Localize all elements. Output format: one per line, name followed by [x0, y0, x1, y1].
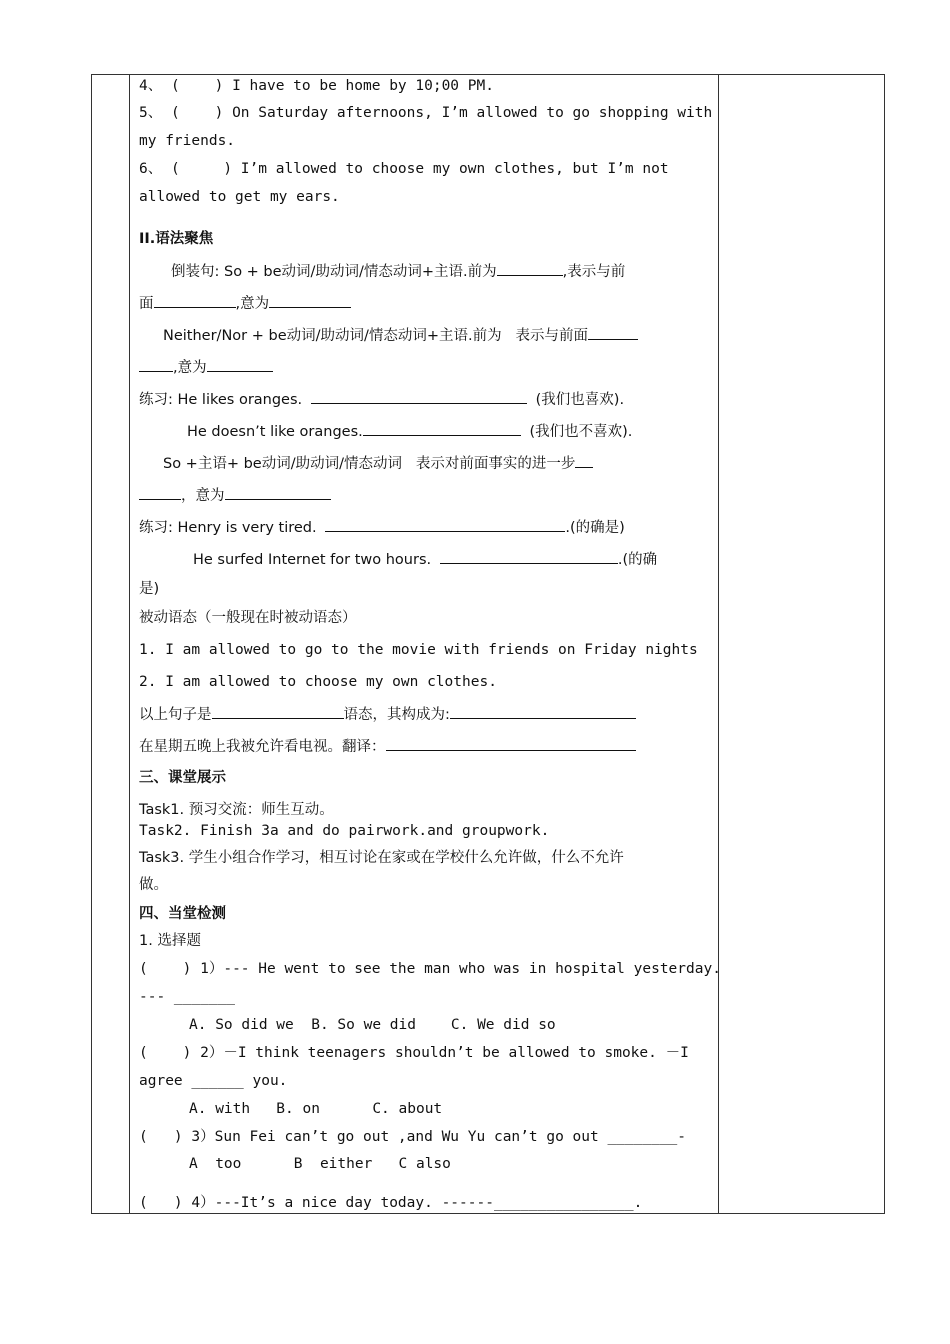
- multiple-choice-heading: 1. 选择题: [139, 933, 201, 949]
- question-3: ( ) 3）Sun Fei can’t go out ,and Wu Yu can’t go out ________-: [139, 1129, 687, 1145]
- grammar-so-subject-rule-cont: ，意为: [139, 485, 331, 506]
- item-6: 6、 ( ) I’m allowed to choose my own clothes, but I’m not: [139, 161, 669, 177]
- column-divider-left: [129, 75, 130, 1213]
- question-1: ( ) 1）--- He went to see the man who was in hospital yesterday.: [139, 961, 721, 977]
- section-classroom-heading: 三、课堂展示: [139, 770, 226, 786]
- question-2-options: A. with B. on C. about: [189, 1101, 443, 1117]
- question-4: ( ) 4）---It’s a nice day today. ------________________.: [139, 1195, 643, 1211]
- practice-3: 练习: Henry is very tired. .(的确是): [139, 517, 625, 538]
- question-2-cont: agree ______ you.: [139, 1073, 288, 1089]
- column-divider-right: [718, 75, 719, 1213]
- grammar-so-rule-cont: 面 ,意为: [139, 293, 351, 314]
- passive-voice-heading: 被动语态（一般现在时被动语态）: [139, 610, 357, 626]
- item-4: 4、 ( ) I have to be home by 10;00 PM.: [139, 78, 494, 94]
- question-1-options: A. So did we B. So we did C. We did so: [189, 1017, 556, 1033]
- passive-example-1: 1. I am allowed to go to the movie with friends on Friday nights: [139, 642, 698, 658]
- grammar-so-rule: 倒装句: So + be动词/助动词/情态动词+主语.前为 ,表示与前: [171, 261, 625, 282]
- worksheet-table: [91, 74, 885, 1214]
- practice-1: 练习: He likes oranges. (我们也喜欢).: [139, 389, 624, 410]
- section-test-heading: 四、当堂检测: [139, 906, 226, 922]
- question-3-options: A too B either C also: [189, 1156, 451, 1172]
- item-5-cont: my friends.: [139, 133, 236, 149]
- passive-question: 以上句子是 语态，其构成为:: [139, 704, 636, 725]
- practice-2: He doesn’t like oranges. (我们也不喜欢).: [187, 421, 632, 442]
- grammar-neither-rule: Neither/Nor + be动词/助动词/情态动词+主语.前为 表示与前面: [163, 325, 638, 346]
- practice-4-cont: 是): [139, 581, 160, 597]
- item-6-cont: allowed to get my ears.: [139, 189, 340, 205]
- section-grammar-heading: II.语法聚焦: [139, 231, 214, 247]
- task-3: Task3. 学生小组合作学习，相互讨论在家或在学校什么允许做，什么不允许: [139, 850, 624, 866]
- passive-example-2: 2. I am allowed to choose my own clothes.: [139, 674, 497, 690]
- task-1: Task1. 预习交流：师生互动。: [139, 802, 334, 818]
- grammar-neither-rule-cont: ,意为: [139, 357, 273, 378]
- task-2: Task2. Finish 3a and do pairwork.and groupwork.: [139, 823, 550, 839]
- passive-translation: 在星期五晚上我被允许看电视。翻译：: [139, 736, 636, 757]
- question-2: ( ) 2）－I think teenagers shouldn’t be allowed to smoke. －I: [139, 1045, 689, 1061]
- grammar-so-subject-rule: So +主语+ be动词/助动词/情态动词 表示对前面事实的进一步: [163, 453, 593, 474]
- item-5: 5、 ( ) On Saturday afternoons, I’m allowed to go shopping with: [139, 105, 713, 121]
- practice-4: He surfed Internet for two hours. .(的确: [193, 549, 657, 570]
- task-3-cont: 做。: [139, 877, 168, 893]
- question-1-cont: --- _______: [139, 989, 236, 1005]
